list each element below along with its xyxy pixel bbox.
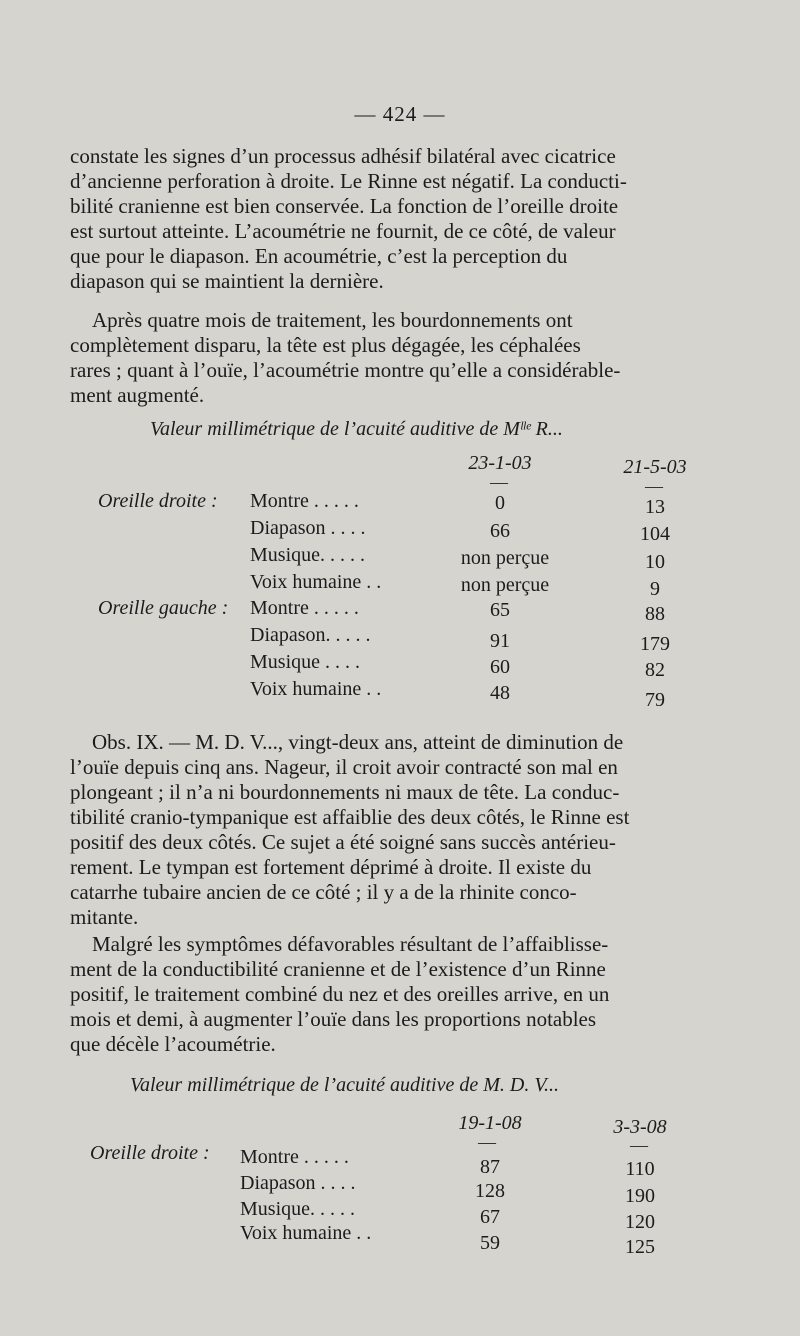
table-cell: 128: [475, 1180, 505, 1202]
table-row-ear: Oreille gauche :: [98, 597, 229, 619]
table-cell: 104: [640, 523, 670, 545]
page-number: — 424 —: [354, 102, 446, 126]
table-cell: 88: [645, 603, 665, 625]
text-line: plongeant ; il n’a ni bourdonnements ni maux de tête. La conduc-: [70, 780, 620, 804]
table-row-label: Musique . . . .: [250, 651, 360, 673]
table-cell: 9: [650, 578, 660, 600]
table-cell: 125: [625, 1236, 655, 1258]
text-line: tibilité cranio-tympanique est affaiblie des deux côtés, le Rinne est: [70, 805, 630, 829]
paragraph-4: [70, 932, 720, 1057]
table-row-label: Montre . . . . .: [250, 490, 359, 512]
text-line: est surtout atteinte. L’acoumétrie ne fournit, de ce côté, de valeur: [70, 219, 616, 243]
text-line: d’ancienne perforation à droite. Le Rinne est négatif. La conducti-: [70, 169, 627, 193]
text-line: que décèle l’acoumétrie.: [70, 1032, 276, 1056]
text-line: positif des deux côtés. Ce sujet a été soigné sans succès antérieu-: [70, 830, 616, 854]
text-line: diapason qui se maintient la dernière.: [70, 269, 384, 293]
table-row-label: Musique. . . . .: [250, 544, 365, 566]
paragraph-2: [70, 308, 720, 408]
table-cell: 120: [625, 1211, 655, 1233]
table-row-label: Voix humaine . .: [250, 678, 382, 700]
table-row-label: Montre . . . . .: [250, 597, 359, 619]
table-cell: 87: [480, 1156, 500, 1178]
text-line: l’ouïe depuis cinq ans. Nageur, il croit avoir contracté son mal en: [70, 755, 618, 779]
text-line: mois et demi, à augmenter l’ouïe dans les proportions notables: [70, 1007, 597, 1031]
table-row-label: Voix humaine . .: [240, 1222, 372, 1244]
table-cell: 60: [490, 656, 510, 678]
table-row-label: Diapason . . . .: [250, 517, 366, 539]
table-cell: 179: [640, 633, 670, 655]
table-2-caption: Valeur millimétrique de l’acuité auditive de M. D. V...: [130, 1074, 559, 1096]
text-line: bilité cranienne est bien conservée. La fonction de l’oreille droite: [70, 194, 619, 218]
table-cell: 59: [480, 1232, 500, 1254]
table-row-ear: Oreille droite :: [90, 1142, 210, 1164]
table-cell: 66: [490, 520, 510, 542]
text-line: constate les signes d’un processus adhésif bilatéral avec cicatrice: [70, 144, 616, 168]
table-cell: 79: [645, 689, 665, 711]
table-row-label: Montre . . . . .: [240, 1146, 349, 1168]
text-line: rement. Le tympan est fortement déprimé à droite. Il existe du: [70, 855, 592, 879]
table-1-col1-dash: —: [490, 472, 508, 492]
text-line: Malgré les symptômes défavorables résultant de l’affaiblisse-: [92, 932, 609, 956]
table-cell: non perçue: [460, 547, 550, 569]
text-line: Obs. IX. — M. D. V..., vingt-deux ans, atteint de diminution de: [92, 730, 624, 754]
text-line: Après quatre mois de traitement, les bourdonnements ont: [92, 308, 573, 332]
table-cell: 110: [625, 1158, 655, 1180]
text-line: ment de la conductibilité cranienne et de l’existence d’un Rinne: [70, 957, 606, 981]
table-cell: 82: [645, 659, 665, 681]
text-line: complètement disparu, la tête est plus dégagée, les céphalées: [70, 333, 581, 357]
table-1-col1-header: 23-1-03: [468, 452, 532, 474]
paragraph-1: [70, 144, 720, 294]
table-cell: 10: [645, 551, 665, 573]
table-row-label: Musique. . . . .: [240, 1198, 355, 1220]
table-cell: 190: [625, 1185, 655, 1207]
text-line: mitante.: [70, 905, 139, 929]
table-cell: 13: [645, 496, 665, 518]
table-2-col2-dash: —: [630, 1135, 648, 1155]
table-1-caption: Valeur millimétrique de l’acuité auditive de Mˡˡᵉ R...: [150, 418, 563, 440]
table-cell: 91: [490, 630, 510, 652]
text-line: que pour le diapason. En acoumétrie, c’est la perception du: [70, 244, 568, 268]
table-2-col1-header: 19-1-08: [458, 1112, 522, 1134]
text-line: catarrhe tubaire ancien de ce côté ; il y a de la rhinite conco-: [70, 880, 577, 904]
text-line: rares ; quant à l’ouïe, l’acoumétrie montre qu’elle a considérable-: [70, 358, 621, 382]
table-2-col1-dash: —: [478, 1132, 496, 1152]
table-row-label: Diapason. . . . .: [250, 624, 371, 646]
table-cell: 48: [490, 682, 510, 704]
table-2-col2-header: 3-3-08: [613, 1116, 667, 1138]
table-cell: 67: [480, 1206, 500, 1228]
table-row-ear: Oreille droite :: [98, 490, 218, 512]
paragraph-3: [70, 730, 720, 930]
table-cell: 65: [490, 599, 510, 621]
table-1-col2-header: 21-5-03: [623, 456, 687, 478]
table-cell: non perçue: [460, 574, 550, 596]
text-line: ment augmenté.: [70, 383, 205, 407]
table-1-col2-dash: —: [645, 476, 663, 496]
table-row-label: Voix humaine . .: [250, 571, 382, 593]
table-cell: 0: [495, 492, 505, 514]
table-row-label: Diapason . . . .: [240, 1172, 356, 1194]
text-line: positif, le traitement combiné du nez et des oreilles arrive, en un: [70, 982, 610, 1006]
